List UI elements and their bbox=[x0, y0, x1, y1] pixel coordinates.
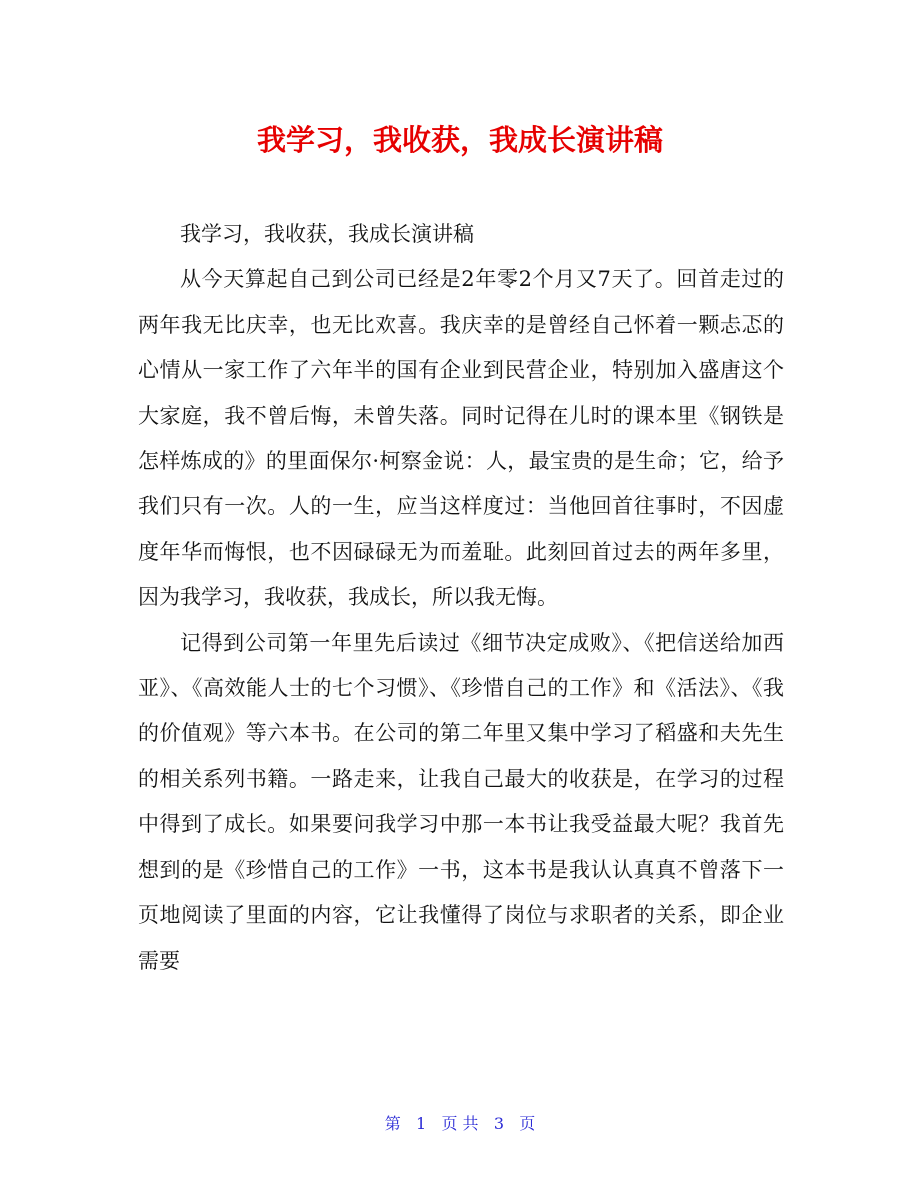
paragraph-reading: 记得到公司第一年里先后读过《细节决定成败》、《把信送给加西亚》、《高效能人士的七个习惯》、《珍惜自己的工作》和《活法》、《我的价值观》等六本书。在公司的第二年里又集中学习了稻盛和夫先生的相关系列书籍。一路走来，让我自己最大的收获是，在学习的过程中得到了成长。如果要问我学习中那一本书让我受益最大呢？我首先想到的是《珍惜自己的工作》一书，这本书是我认认真真不曾落下一页地阅读了里面的内容，它让我懂得了岗位与求职者的关系，即企业需要 bbox=[138, 630, 784, 973]
footer-suffix: 页 bbox=[519, 1114, 536, 1133]
paragraph-intro: 从今天算起自己到公司已经是2年零2个月又7天了。回首走过的两年我无比庆幸，也无比欢喜。我庆幸的是曾经自己怀着一颗忐忑的心情从一家工作了六年半的国有企业到民营企业，特别加入盛唐这个大家庭，我不曾后悔，未曾失落。同时记得在儿时的课本里《钢铁是怎样炼成的》的里面保尔·柯察金说：人，最宝贵的是生命；它，给予我们只有一次。人的一生，应当这样度过：当他回首往事时，不因虚度年华而悔恨，也不因碌碌无为而羞耻。此刻回首过去的两年多里，因为我学习，我收获，我成长，所以我无悔。 bbox=[138, 267, 784, 610]
paragraph-subtitle: 我学习，我收获，我成长演讲稿 bbox=[180, 222, 474, 246]
document-body bbox=[138, 212, 784, 984]
document-title: 我学习，我收获，我成长演讲稿 bbox=[256, 123, 663, 157]
footer-prefix: 第 bbox=[384, 1114, 401, 1133]
page-footer bbox=[0, 1112, 920, 1136]
footer-current-page: 1 bbox=[415, 1114, 427, 1133]
footer-total-pages: 3 bbox=[493, 1114, 505, 1133]
footer-middle: 页 共 bbox=[441, 1114, 479, 1133]
